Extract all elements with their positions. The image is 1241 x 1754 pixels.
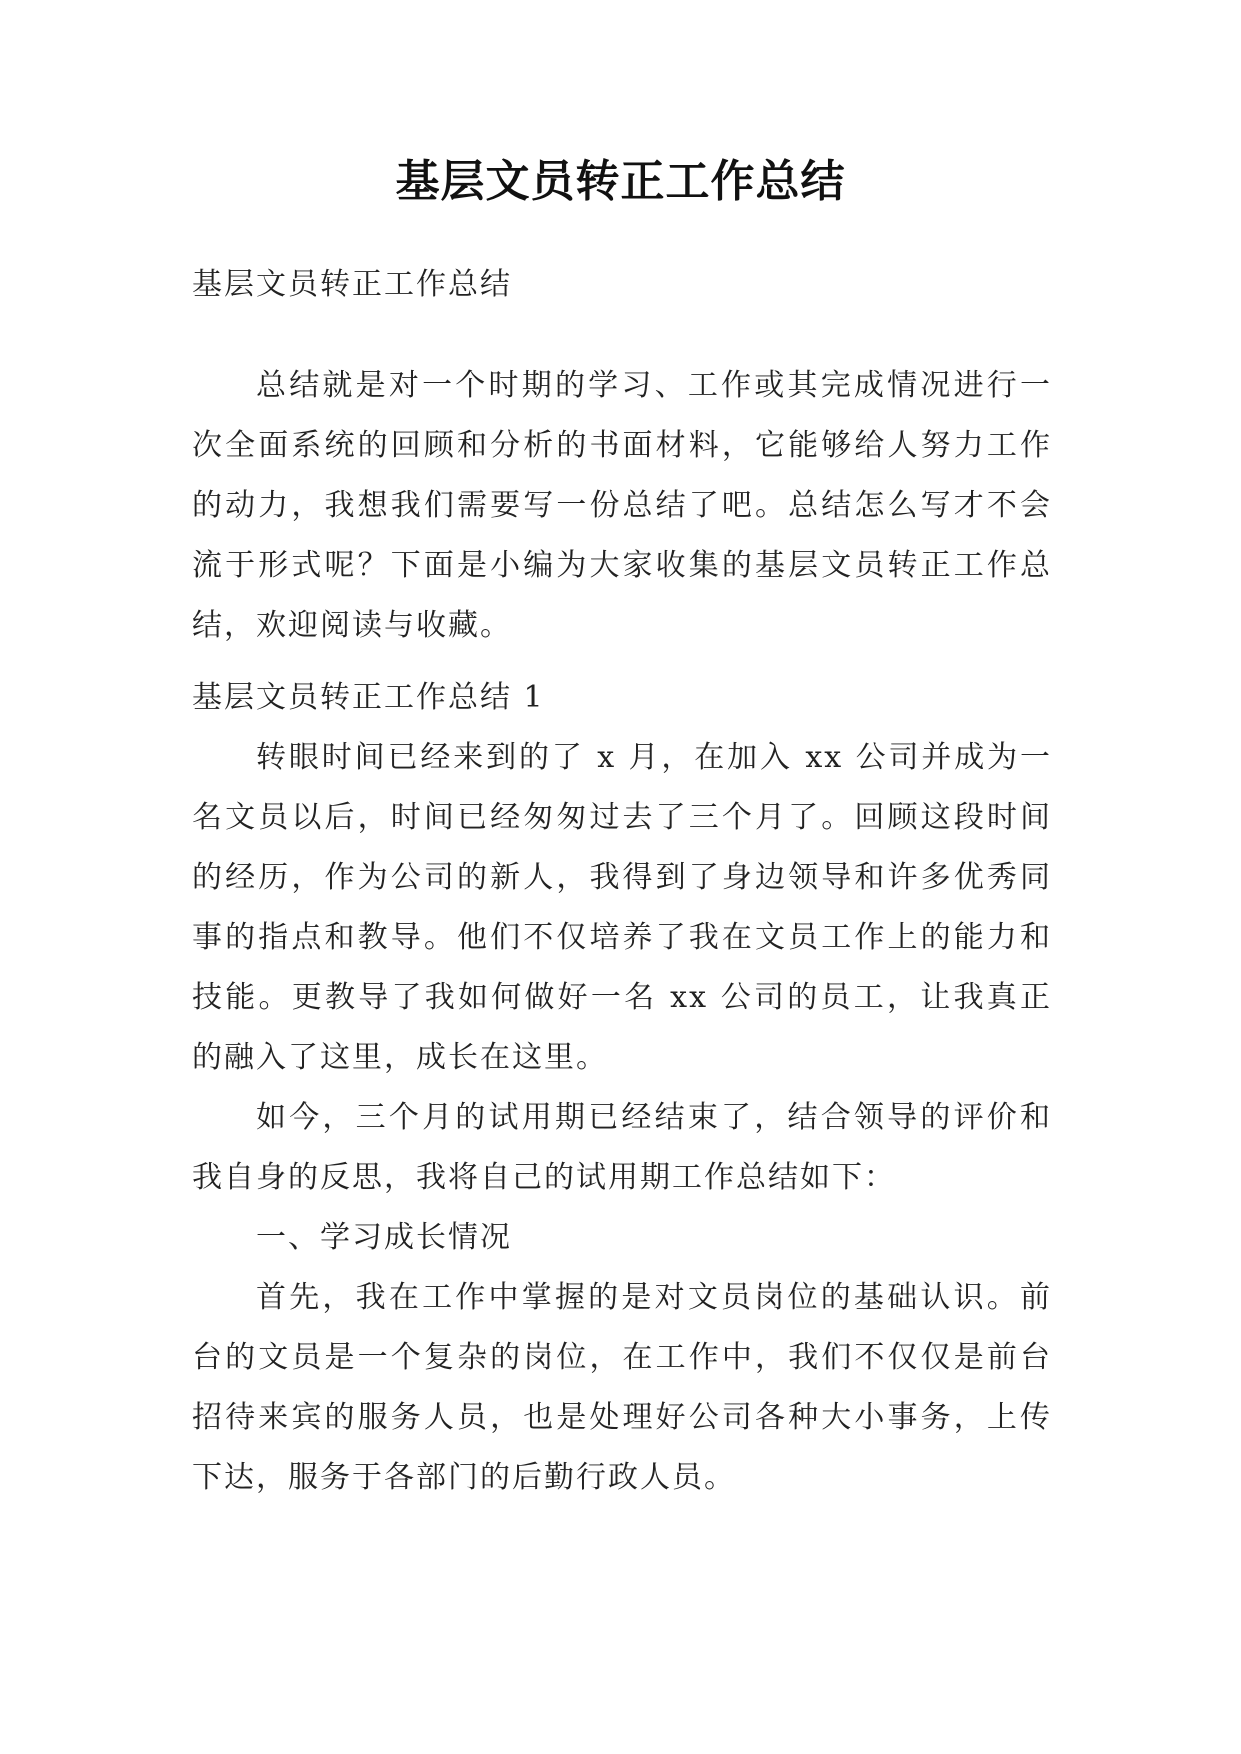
section1-heading: 基层文员转正工作总结 1 xyxy=(192,680,545,715)
section1-subheading-1: 一、学习成长情况 xyxy=(256,1220,512,1255)
section1-paragraph-1: 转眼时间已经来到的了 x 月，在加入 xx 公司并成为一名文员以后，时间已经匆匆过去了三个月了。回顾这段时间的经历，作为公司的新人，我得到了身边领导和许多优秀同事的指点和教导。他们不仅培养了我在文员工作上的能力和技能。更教导了我如何做好一名 xx 公司的员工，让我真正的融入了这里，成长在这里。 xyxy=(192,740,1052,1075)
document-title: 基层文员转正工作总结 xyxy=(395,156,846,207)
intro-block xyxy=(192,356,1052,656)
section1-paragraph-3: 首先，我在工作中掌握的是对文员岗位的基础认识。前台的文员是一个复杂的岗位，在工作中，我们不仅仅是前台招待来宾的服务人员，也是处理好公司各种大小事务，上传下达，服务于各部门的后勤行政人员。 xyxy=(192,1280,1052,1495)
document-subtitle-block xyxy=(192,255,1052,315)
section1-block xyxy=(192,668,1052,1508)
document-subtitle: 基层文员转正工作总结 xyxy=(192,267,512,302)
section1-paragraph-2: 如今，三个月的试用期已经结束了，结合领导的评价和我自身的反思，我将自己的试用期工作总结如下： xyxy=(192,1100,1052,1195)
intro-paragraph: 总结就是对一个时期的学习、工作或其完成情况进行一次全面系统的回顾和分析的书面材料，它能够给人努力工作的动力，我想我们需要写一份总结了吧。总结怎么写才不会流于形式呢？下面是小编为大家收集的基层文员转正工作总结，欢迎阅读与收藏。 xyxy=(192,368,1052,643)
